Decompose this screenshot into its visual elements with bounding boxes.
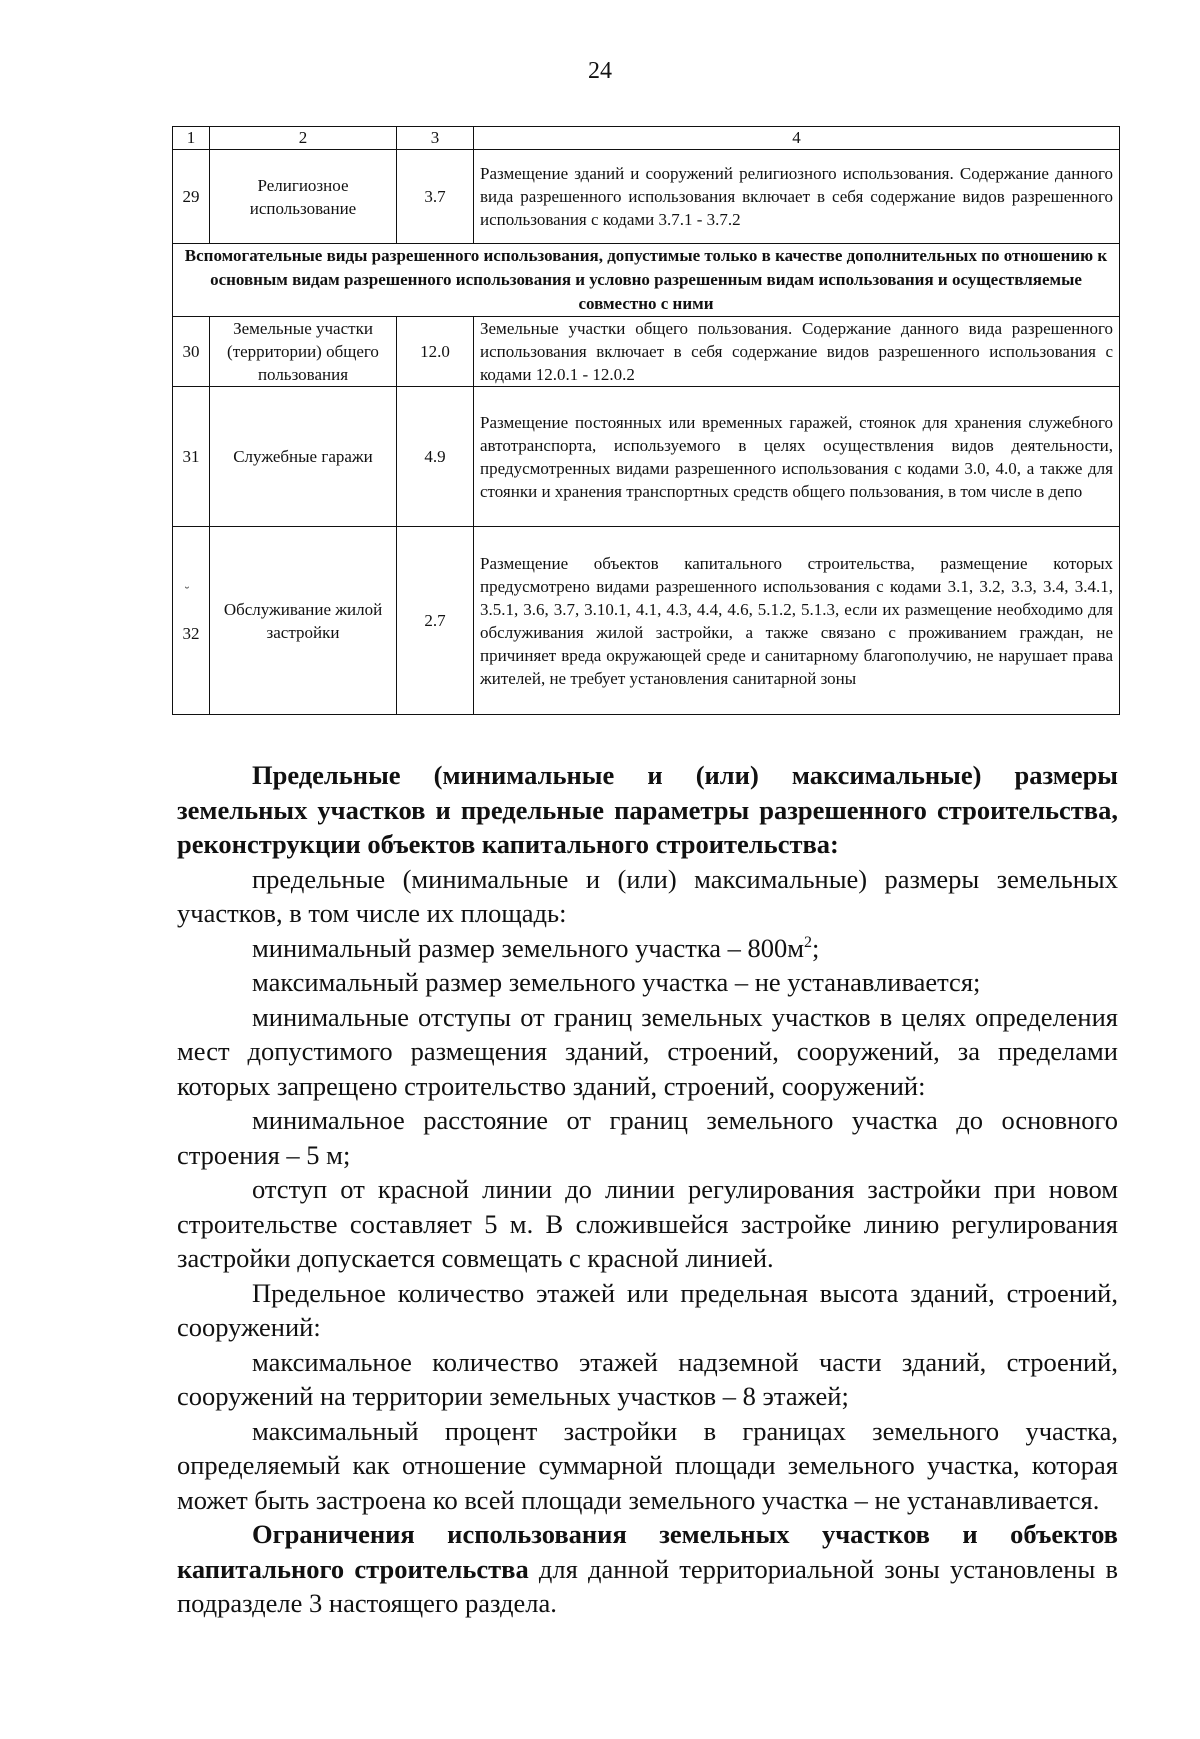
row-number-text: 32	[182, 623, 200, 643]
row-code: 3.7	[397, 150, 474, 244]
table-header-row	[173, 127, 1120, 150]
paragraph: минимальное расстояние от границ земельного участка до основного строения – 5 м;	[177, 1105, 1118, 1170]
table-row-29	[173, 150, 1120, 244]
row-code: 4.9	[397, 387, 474, 527]
paragraph: максимальное количество этажей надземной части зданий, строений, сооружений на территории земельных участков – 8 этажей;	[177, 1346, 1118, 1411]
row-name: Земельные участки (территории) общего пользования	[210, 317, 397, 387]
paragraph-min-size	[177, 931, 1118, 966]
row-name: Религиозное использование	[210, 150, 397, 244]
scan-mark: ˘	[184, 584, 190, 600]
row-number: 30	[173, 317, 210, 387]
row-number	[173, 527, 210, 715]
row-description: Размещение объектов капитального строительства, размещение которых предусмотрено видами разрешенного использования с кодами 3.1, 3.2, 3.3, 3.4, 3.4.1, 3.5.1, 3.6, 3.7, 3.10.1, 4.1, 4.3, 4.4, 4.6, 5.1.2, 5.1.3, если их размещение необходимо для обслуживания жилой застройки, а также связано с проживанием граждан, не причиняет вреда окружающей среде и санитарному благополучию, не нарушает права жителей, не требует установления санитарной зоны	[474, 527, 1120, 715]
paragraph: минимальные отступы от границ земельных участков в целях определения мест допустимого размещения зданий, строений, сооружений, за пределами которых запрещено строительство зданий, строений, сооружений:	[177, 1001, 1118, 1101]
row-number: 31	[173, 387, 210, 527]
min-size-text: минимальный размер земельного участка – 800м	[252, 932, 805, 963]
restrictions-rest: для данной территориальной зоны установлены в подразделе 3 настоящего раздела.	[177, 1553, 1118, 1618]
section-title: Предельные (минимальные и (или) максимальные) размеры земельных участков и предельные параметры разрешенного строительства, реконструкции объектов капитального строительства:	[177, 760, 1118, 859]
table-row-32	[173, 527, 1120, 715]
min-size-suffix: ;	[812, 932, 820, 963]
paragraph: отступ от красной линии до линии регулирования застройки при новом строительстве составляет 5 м. В сложившейся застройке линию регулирования застройки допускается совмещать с красной линией.	[177, 1174, 1118, 1273]
land-use-table	[172, 126, 1120, 715]
row-code: 2.7	[397, 527, 474, 715]
section-heading: Вспомогательные виды разрешенного использования, допустимые только в качестве дополнительных по отношению к основным видам разрешенного использования и условно разрешенным видам использования и осуществляемые совместно с ними	[173, 244, 1120, 317]
paragraph: максимальный размер земельного участка – не устанавливается;	[252, 967, 981, 997]
row-name: Обслуживание жилой застройки	[210, 527, 397, 715]
body-text	[177, 758, 1118, 1621]
paragraph: Предельное количество этажей или предельная высота зданий, строений, сооружений:	[177, 1277, 1118, 1342]
row-code: 12.0	[397, 317, 474, 387]
paragraph: максимальный процент застройки в границах земельного участка, определяемый как отношение суммарной площади земельного участка, которая может быть застроена ко всей площади земельного участка – не устанавливается.	[177, 1415, 1118, 1515]
table-row-30	[173, 317, 1120, 387]
row-description: Размещение зданий и сооружений религиозного использования. Содержание данного вида разрешенного использования включает в себя содержание видов разрешенного использования с кодами 3.7.1 - 3.7.2	[474, 150, 1120, 244]
row-description: Размещение постоянных или временных гаражей, стоянок для хранения служебного автотранспорта, используемого в целях осуществления видов деятельности, предусмотренных видами разрешенного использования с кодами 3.0, 4.0, а также для стоянки и хранения транспортных средств общего пользования, в том числе в депо	[474, 387, 1120, 527]
header-cell-1: 1	[173, 127, 210, 150]
header-cell-3: 3	[397, 127, 474, 150]
header-cell-4: 4	[474, 127, 1120, 150]
table-row-31	[173, 387, 1120, 527]
paragraph-restrictions	[177, 1517, 1118, 1621]
table-section-row	[173, 244, 1120, 317]
row-description: Земельные участки общего пользования. Содержание данного вида разрешенного использования включает в себя содержание видов разрешенного использования с кодами 12.0.1 - 12.0.2	[474, 317, 1120, 387]
paragraph: предельные (минимальные и (или) максимальные) размеры земельных участков, в том числе их площадь:	[177, 863, 1118, 928]
row-name: Служебные гаражи	[210, 387, 397, 527]
page-number: 24	[588, 58, 612, 84]
superscript: 2	[804, 933, 813, 951]
restrictions-bold: Ограничения использования земельных участков и объектов капитального строительства	[177, 1519, 1118, 1584]
header-cell-2: 2	[210, 127, 397, 150]
row-number: 29	[173, 150, 210, 244]
